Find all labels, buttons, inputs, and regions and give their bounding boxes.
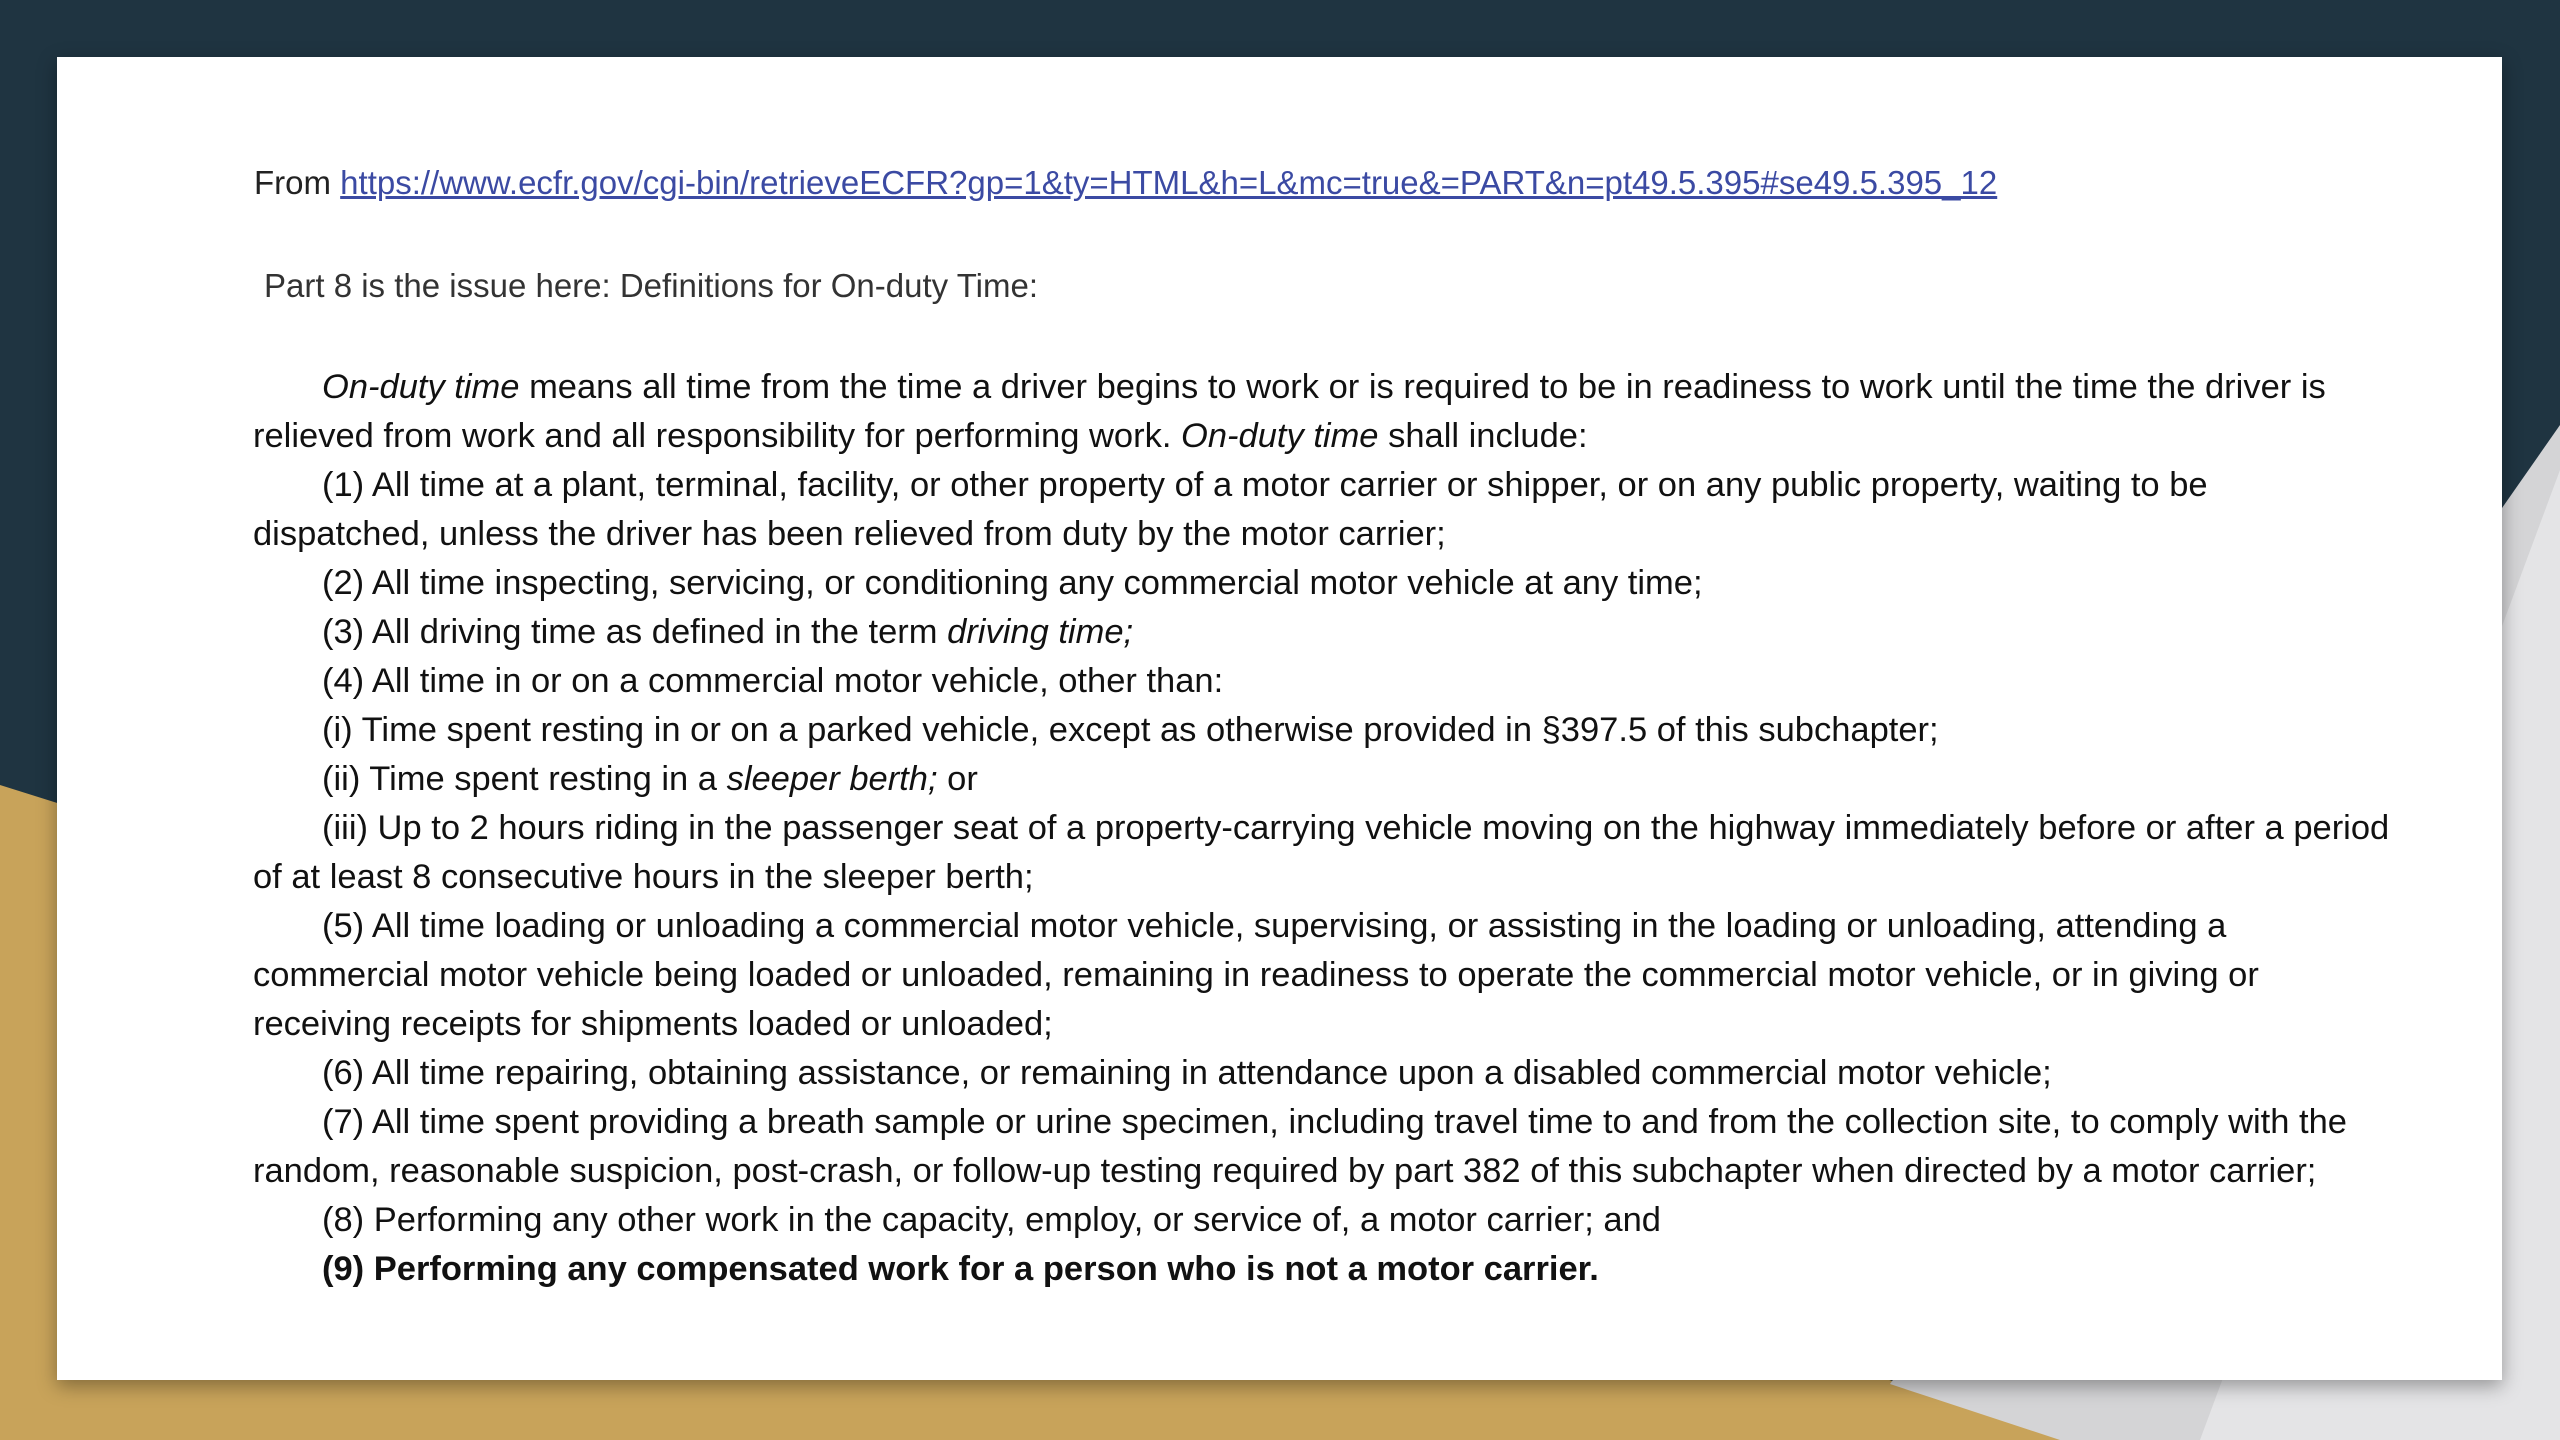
definition-text-1: means all time from the time a driver begins to work or is required to be in readiness to work until the time the driver is relieved from work and all responsibility for performing work. bbox=[253, 368, 2326, 455]
item-3-term: driving time; bbox=[947, 613, 1134, 651]
item-1: (1) All time at a plant, terminal, facility, or other property of a motor carrier or shipper, or on any public property, waiting to be dispatched, unless the driver has been relieved from duty by the motor carrier; bbox=[253, 466, 2208, 553]
item-4-i: (i) Time spent resting in or on a parked vehicle, except as otherwise provided in §397.5 of this subchapter; bbox=[322, 711, 1939, 749]
definition-paragraph bbox=[253, 363, 2393, 461]
item-7: (7) All time spent providing a breath sample or urine specimen, including travel time to and from the collection site, to comply with the random, reasonable suspicion, post-crash, or follow-up testing required by part 382 of this subchapter when directed by a motor carrier; bbox=[253, 1103, 2347, 1190]
item-4-ii-term: sleeper berth; bbox=[726, 760, 938, 798]
definition-text-2: shall include: bbox=[1378, 417, 1588, 455]
item-5: (5) All time loading or unloading a commercial motor vehicle, supervising, or assisting in the loading or unloading, attending a commercial motor vehicle being loaded or unloaded, remaining in readiness to operate the commercial motor vehicle, or in giving or receiving receipts for shipments loaded or unloaded; bbox=[253, 907, 2259, 1043]
source-line bbox=[254, 161, 1997, 205]
item-4-iii: (iii) Up to 2 hours riding in the passenger seat of a property-carrying vehicle moving on the highway immediately before or after a period of at least 8 consecutive hours in the sleeper berth; bbox=[253, 809, 2390, 896]
definition-text bbox=[253, 363, 2393, 1294]
item-4-ii-prefix: (ii) Time spent resting in a bbox=[322, 760, 727, 798]
item-4-ii-suffix: or bbox=[937, 760, 978, 798]
item-9: (9) Performing any compensated work for a person who is not a motor carrier. bbox=[322, 1250, 1599, 1288]
intro-heading: Part 8 is the issue here: Definitions for On-duty Time: bbox=[264, 267, 1039, 304]
item-8: (8) Performing any other work in the capacity, employ, or service of, a motor carrier; and bbox=[322, 1201, 1661, 1239]
item-4: (4) All time in or on a commercial motor vehicle, other than: bbox=[322, 662, 1224, 700]
definition-term: On-duty time bbox=[322, 368, 520, 406]
definition-term-2: On-duty time bbox=[1181, 417, 1379, 455]
item-3 bbox=[253, 608, 2393, 657]
slide-content-card bbox=[57, 57, 2502, 1380]
item-2: (2) All time inspecting, servicing, or conditioning any commercial motor vehicle at any time; bbox=[322, 564, 1703, 602]
item-3-prefix: (3) All driving time as defined in the term bbox=[322, 613, 948, 651]
source-prefix: From bbox=[254, 164, 341, 201]
source-link[interactable]: https://www.ecfr.gov/cgi-bin/retrieveECFR?gp=1&ty=HTML&h=L&mc=true&=PART&n=pt49.5.395#se49.5.395_12 bbox=[340, 164, 1998, 201]
item-6: (6) All time repairing, obtaining assistance, or remaining in attendance upon a disabled commercial motor vehicle; bbox=[322, 1054, 2052, 1092]
item-4-ii bbox=[253, 755, 2393, 804]
